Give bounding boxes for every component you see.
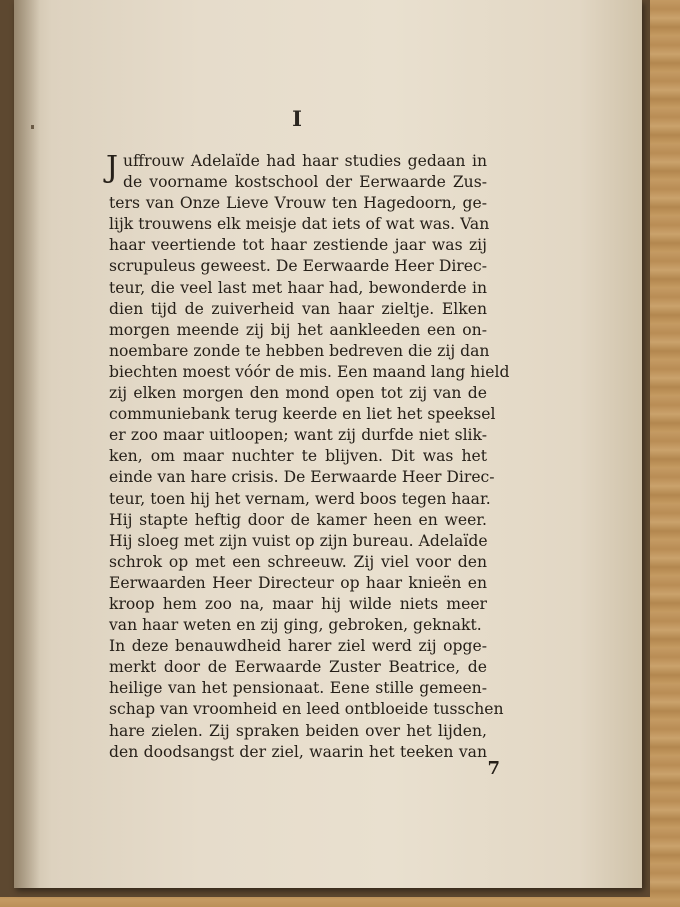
text-line: van haar weten en zij ging, gebroken, geknakt.	[109, 616, 482, 635]
text-line: biechten moest vóór de mis. Een maand lang hield	[109, 362, 510, 381]
text-line: lijk trouwens elk meisje dat iets of wat was. Van	[109, 215, 490, 234]
text-line: noembare zonde te hebben bedreven die zij dan	[109, 341, 490, 360]
text-line: merkt door de Eerwaarde Zuster Beatrice, de	[109, 658, 487, 677]
text-line: schap van vroomheid en leed ontbloeide tusschen	[109, 700, 504, 719]
text-line: dien tijd de zuiverheid van haar zieltje. Elken	[109, 299, 487, 318]
text-line: morgen meende zij bij het aankleeden een on-	[109, 320, 487, 339]
text-line: de voorname kostschool der Eerwaarde Zus-	[123, 173, 487, 192]
text-line: den doodsangst der ziel, waarin het teeken van	[109, 742, 487, 761]
text-line: haar veertiende tot haar zestiende jaar was zij	[109, 236, 487, 255]
text-line: schrok op met een schreeuw. Zij viel voor den	[109, 552, 487, 571]
drop-cap: J	[106, 150, 119, 185]
text-line: Hij stapte heftig door de kamer heen en weer.	[109, 510, 487, 529]
text-line: zij elken morgen den mond open tot zij van de	[109, 384, 487, 403]
text-line: ken, om maar nuchter te blijven. Dit was het	[109, 447, 487, 466]
text-line: Hij sloeg met zijn vuist op zijn bureau. Adelaïde	[109, 531, 488, 550]
text-line: teur, toen hij het vernam, werd boos tegen haar.	[109, 489, 491, 508]
text-line: communiebank terug keerde en liet het speeksel	[109, 405, 496, 424]
page-spec-mark	[31, 125, 34, 129]
text-line: In deze benauwdheid harer ziel werd zij opge-	[109, 637, 487, 656]
book-page	[14, 0, 642, 888]
text-line: hare zielen. Zij spraken beiden over het lijden,	[109, 721, 487, 740]
text-line: einde van hare crisis. De Eerwaarde Heer Direc-	[109, 468, 495, 487]
text-line: er zoo maar uitloopen; want zij durfde niet slik-	[109, 426, 487, 445]
text-line: scrupuleus geweest. De Eerwaarde Heer Direc-	[109, 257, 487, 276]
body-text	[106, 150, 510, 763]
text-line: heilige van het pensionaat. Eene stille gemeen-	[109, 679, 487, 698]
page-gutter-shadow	[14, 0, 40, 888]
text-line: uffrouw Adelaïde had haar studies gedaan in	[123, 152, 487, 170]
text-line: ters van Onze Lieve Vrouw ten Hagedoorn, ge-	[109, 194, 487, 213]
text-line: kroop hem zoo na, maar hij wilde niets meer	[109, 594, 487, 613]
chapter-heading: I	[292, 106, 302, 131]
text-line: Eerwaarden Heer Directeur op haar knieën en	[109, 573, 487, 592]
text-line: teur, die veel last met haar had, bewonderde in	[109, 278, 487, 297]
page-number: 7	[487, 758, 500, 779]
